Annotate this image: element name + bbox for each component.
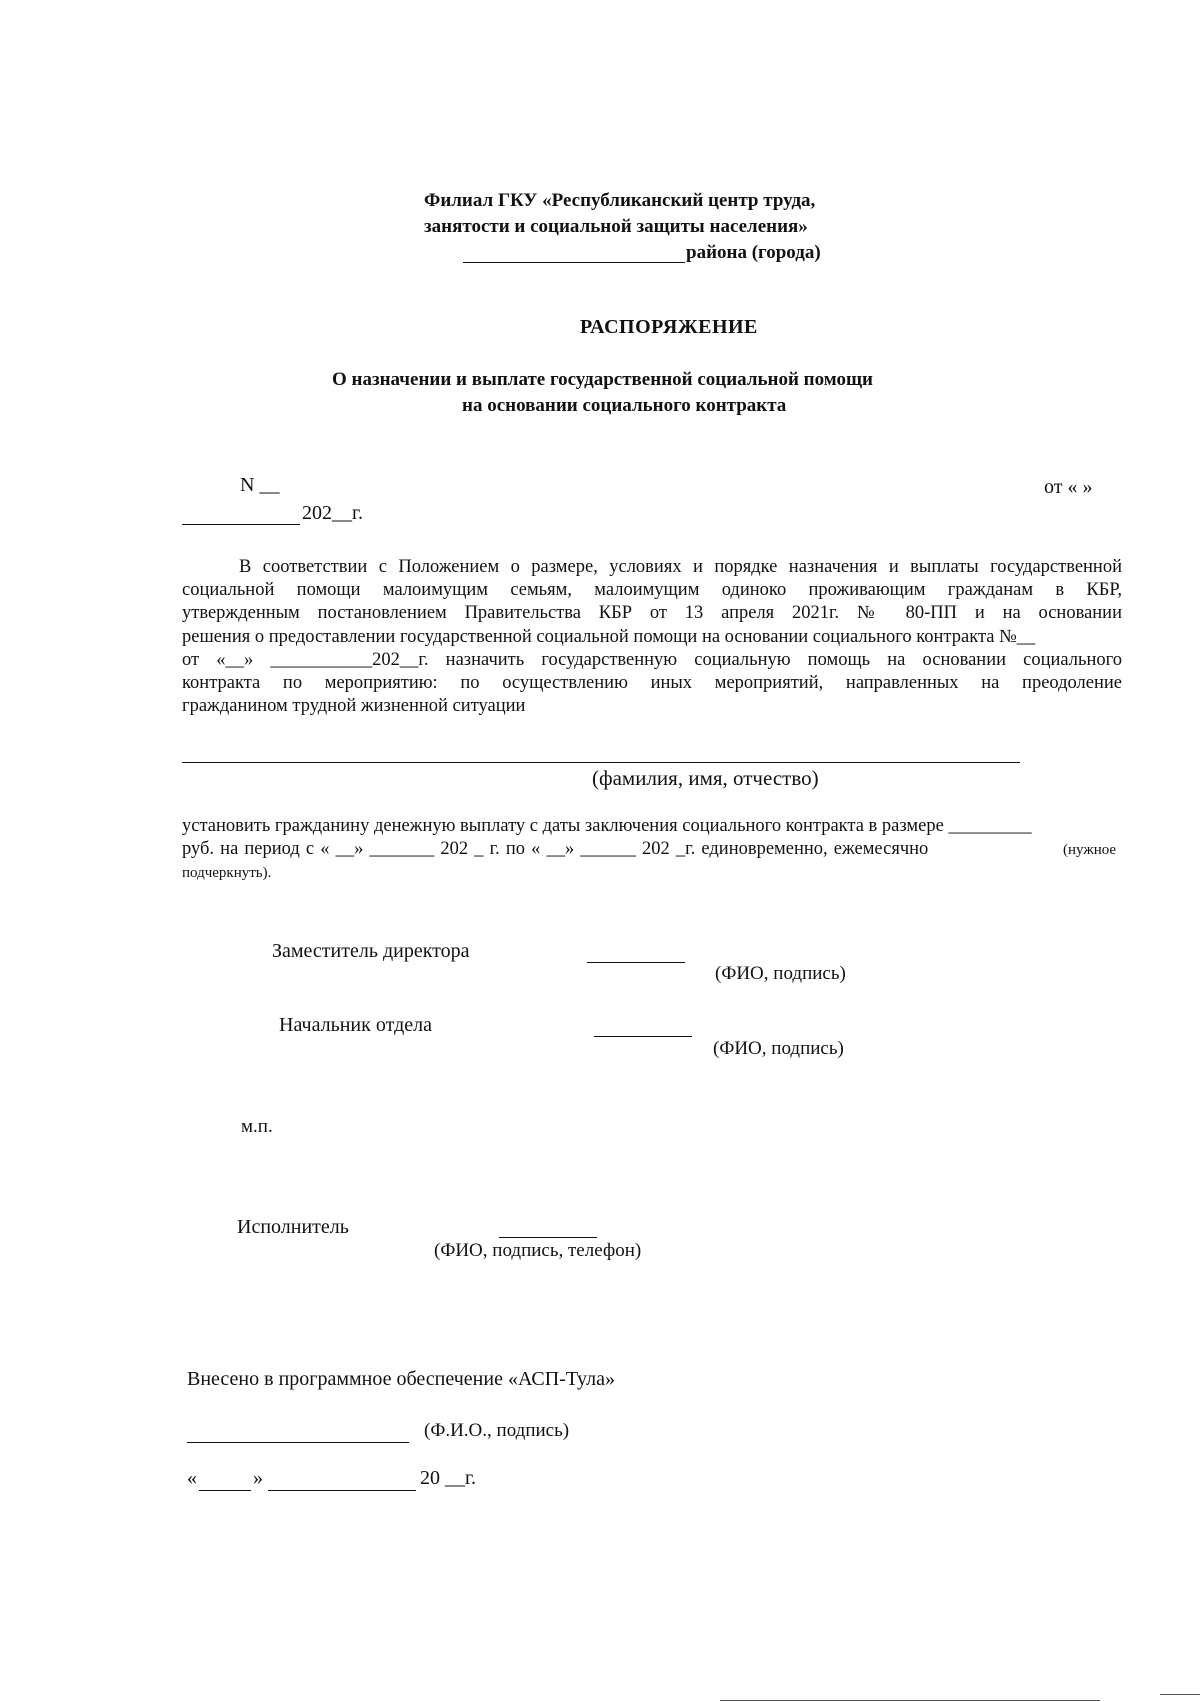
payment-note: (нужное xyxy=(1063,842,1117,858)
software-fio-line xyxy=(187,1442,409,1443)
software-fio-caption: (Ф.И.О., подпись) xyxy=(424,1420,570,1441)
software-date-close-quote: » xyxy=(253,1467,263,1489)
body-line: В соответствии с Положением о размере, условиях и порядке назначения и выплаты государственной xyxy=(239,557,1122,577)
document-title: РАСПОРЯЖЕНИЕ xyxy=(580,316,758,338)
body-line: от «__» ___________202__г. назначить государственную социальную помощь на основании социального xyxy=(182,649,1122,670)
payment-line-3: подчеркнуть). xyxy=(182,865,272,881)
header-line-1: Филиал ГКУ «Республиканский центр труда, xyxy=(424,190,816,211)
header-line-3: района (города) xyxy=(686,242,821,263)
software-month-line xyxy=(268,1490,416,1491)
software-day-line xyxy=(199,1490,251,1491)
software-date-year: 20 __г. xyxy=(420,1467,476,1489)
fio-caption: (фамилия, имя, отчество) xyxy=(592,766,819,790)
body-line: гражданином трудной жизненной ситуации xyxy=(182,696,526,717)
software-entry-label: Внесено в программное обеспечение «АСП-Тула» xyxy=(187,1368,616,1390)
body-line: социальной помощи малоимущим семьям, малоимущим одиноко проживающим гражданам в КБР, xyxy=(182,580,1122,601)
head-of-department-label: Начальник отдела xyxy=(279,1014,432,1036)
header-line-2: занятости и социальной защиты населения» xyxy=(424,216,808,237)
deputy-caption: (ФИО, подпись) xyxy=(715,963,846,984)
deputy-signature-line xyxy=(587,962,685,963)
executor-caption: (ФИО, подпись, телефон) xyxy=(434,1240,642,1261)
software-date-open-quote: « xyxy=(187,1467,197,1489)
head-caption: (ФИО, подпись) xyxy=(713,1038,844,1059)
executor-signature-line xyxy=(499,1237,597,1238)
fio-blank-line xyxy=(182,762,1020,763)
date-blank-line xyxy=(182,524,300,525)
order-year: 202__г. xyxy=(302,502,363,524)
subtitle-line-2: на основании социального контракта xyxy=(462,395,787,416)
body-line: решения о предоставлении государственной социальной помощи на основании социального контракта №__ xyxy=(182,626,1036,647)
order-date-from: от « » xyxy=(1044,476,1093,498)
scan-artifact-line xyxy=(720,1700,1100,1701)
body-line: контракта по мероприятию: по осуществлению иных мероприятий, направленных на преодоление xyxy=(182,673,1122,694)
stamp-place: м.п. xyxy=(241,1116,273,1137)
subtitle-line-1: О назначении и выплате государственной социальной помощи xyxy=(332,369,873,390)
body-line: утвержденным постановлением Правительства КБР от 13 апреля 2021г. № 80-ПП и на основании xyxy=(182,603,1122,624)
scan-artifact-line xyxy=(1160,1694,1200,1695)
order-number: N __ xyxy=(240,474,280,496)
head-signature-line xyxy=(594,1036,692,1037)
district-blank-line xyxy=(463,262,685,263)
executor-label: Исполнитель xyxy=(237,1216,349,1238)
deputy-director-label: Заместитель директора xyxy=(272,940,470,962)
payment-line-2: руб. на период с « __» _______ 202 _ г. по « __» ______ 202 _г. единовременно, ежемесячно xyxy=(182,839,929,859)
body-paragraph xyxy=(182,556,1122,718)
payment-line-1: установить гражданину денежную выплату с даты заключения социального контракта в размере _________ xyxy=(182,816,1032,836)
